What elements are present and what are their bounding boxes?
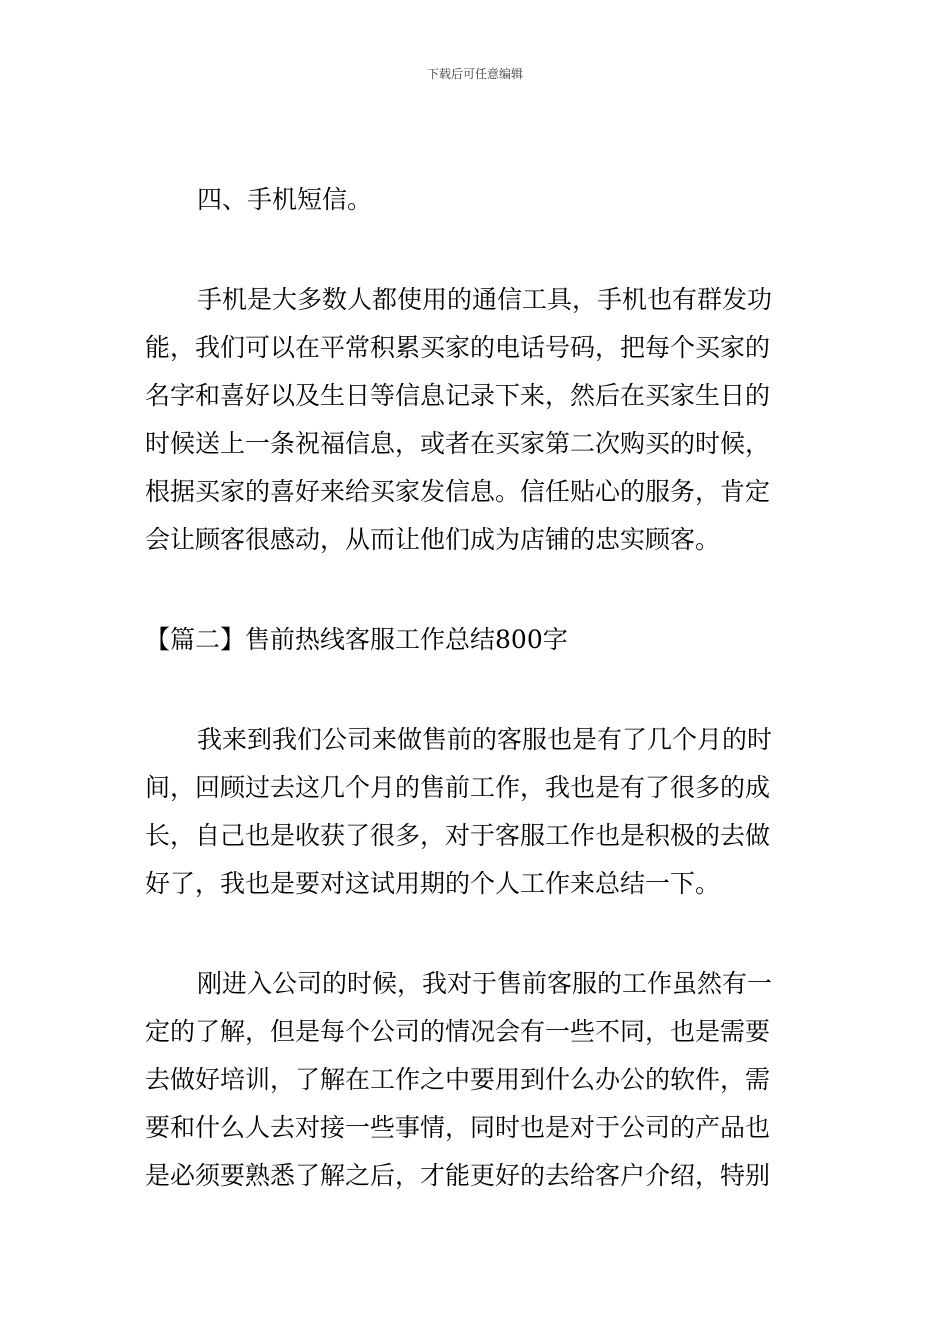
paragraph-line: 去做好培训，了解在工作之中要用到什么办公的软件，需 bbox=[145, 1065, 771, 1094]
paragraph bbox=[145, 276, 807, 564]
header-note: 下载后可任意编辑 bbox=[426, 67, 523, 81]
paragraph-line: 手机是大多数人都使用的通信工具，手机也有群发功 bbox=[197, 285, 773, 314]
paragraph-line: 能，我们可以在平常积累买家的电话号码，把每个买家的 bbox=[145, 333, 771, 362]
paragraph-line: 是必须要熟悉了解之后，才能更好的去给客户介绍，特别 bbox=[145, 1161, 771, 1190]
section-heading: 四、手机短信。 bbox=[197, 185, 373, 214]
paragraph-line: 会让顾客很感动，从而让他们成为店铺的忠实顾客。 bbox=[145, 525, 721, 554]
paragraph-line: 间，回顾过去这几个月的售前工作，我也是有了很多的成 bbox=[145, 773, 771, 802]
paragraph-line: 要和什么人去对接一些事情，同时也是对于公司的产品也 bbox=[145, 1113, 771, 1142]
paragraph-line: 定的了解，但是每个公司的情况会有一些不同，也是需要 bbox=[145, 1017, 771, 1046]
paragraph-line: 时候送上一条祝福信息，或者在买家第二次购买的时候， bbox=[145, 429, 771, 458]
paragraph bbox=[145, 716, 807, 908]
paragraph bbox=[145, 960, 807, 1200]
paragraph-line: 长，自己也是收获了很多，对于客服工作也是积极的去做 bbox=[145, 821, 771, 850]
paragraph-line: 名字和喜好以及生日等信息记录下来，然后在买家生日的 bbox=[145, 381, 771, 410]
document-body bbox=[145, 176, 807, 1200]
paragraph-line: 根据买家的喜好来给买家发信息。信任贴心的服务，肯定 bbox=[145, 477, 771, 506]
paragraph-line: 我来到我们公司来做售前的客服也是有了几个月的时 bbox=[197, 725, 773, 754]
paragraph-line: 刚进入公司的时候，我对于售前客服的工作虽然有一 bbox=[197, 969, 773, 998]
paragraph-line: 好了，我也是要对这试用期的个人工作来总结一下。 bbox=[145, 869, 721, 898]
article-heading: 【篇二】售前热线客服工作总结800字 bbox=[145, 625, 568, 654]
